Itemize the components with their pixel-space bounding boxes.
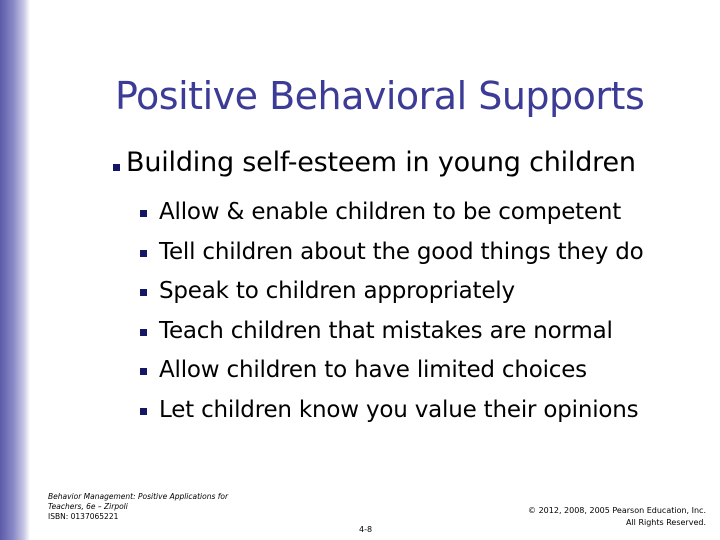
footer-isbn: ISBN: 0137065221 bbox=[48, 512, 119, 521]
footer-book-info bbox=[48, 492, 228, 522]
sub-bullet-text: Tell children about the good things they do bbox=[159, 238, 644, 265]
sub-bullet-item bbox=[140, 234, 644, 274]
footer-page-number: 4-8 bbox=[359, 525, 373, 534]
footer-copyright-line: © 2012, 2008, 2005 Pearson Education, Inc. bbox=[528, 506, 706, 515]
square-bullet-icon bbox=[140, 289, 147, 296]
sub-bullet-text: Speak to children appropriately bbox=[159, 278, 515, 305]
footer-copyright bbox=[528, 505, 706, 529]
square-bullet-icon bbox=[140, 329, 147, 336]
square-bullet-icon bbox=[140, 408, 147, 415]
slide-title: Positive Behavioral Supports bbox=[115, 74, 645, 118]
square-bullet-icon bbox=[113, 164, 120, 171]
sub-bullet-item bbox=[140, 392, 644, 432]
sub-bullet-item bbox=[140, 194, 644, 234]
footer-book-title: Behavior Management: Positive Applications for bbox=[48, 492, 229, 501]
sub-bullet-list bbox=[140, 194, 644, 432]
sub-bullet-item bbox=[140, 273, 644, 313]
footer-book-edition: Teachers, 6e – Zirpoli bbox=[48, 502, 128, 511]
footer-rights-line: All Rights Reserved. bbox=[625, 518, 706, 527]
sub-bullet-text: Let children know you value their opinions bbox=[159, 396, 639, 423]
sub-bullet-item bbox=[140, 313, 644, 353]
sub-bullet-text: Teach children that mistakes are normal bbox=[159, 317, 613, 344]
square-bullet-icon bbox=[140, 250, 147, 257]
square-bullet-icon bbox=[140, 368, 147, 375]
square-bullet-icon bbox=[140, 210, 147, 217]
side-gradient-bar bbox=[0, 0, 30, 540]
main-bullet-text: Building self-esteem in young children bbox=[126, 147, 636, 178]
sub-bullet-text: Allow & enable children to be competent bbox=[159, 199, 622, 225]
sub-bullet-item bbox=[140, 352, 644, 392]
sub-bullet-text: Allow children to have limited choices bbox=[159, 357, 587, 384]
